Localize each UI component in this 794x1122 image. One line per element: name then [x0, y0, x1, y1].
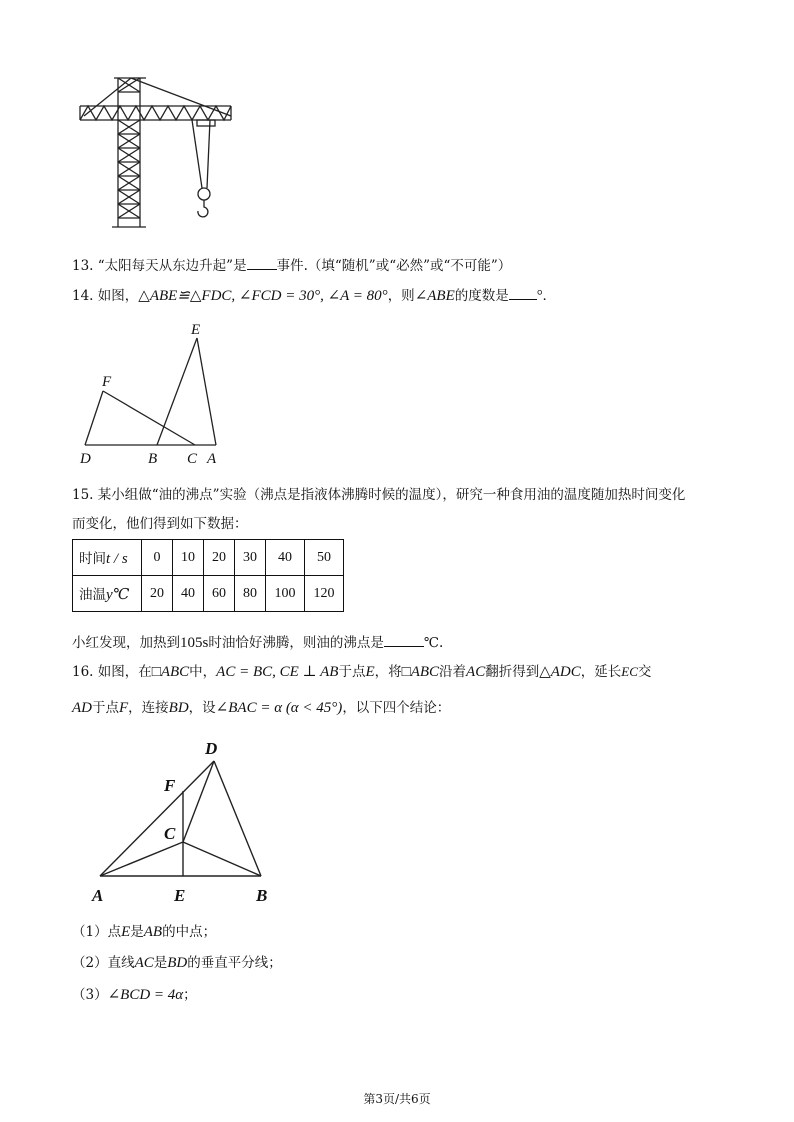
q14-condition: △ABE≌△FDC, ∠FCD = 30°, ∠A = 80°	[138, 288, 388, 304]
time-cell: 0	[142, 540, 173, 576]
q16-text: 交	[637, 664, 652, 680]
line-EB	[157, 338, 197, 445]
line-AD	[100, 761, 214, 876]
q15-line1: 某小组做“油的沸点”实验（沸点是指液体沸腾时候的温度），研究一种食用油的温度随加热时间变化	[97, 487, 686, 503]
line-FD	[85, 391, 103, 445]
page-number: 第3页/共6页	[363, 1092, 431, 1106]
q16-text: 翻折得到	[485, 664, 540, 680]
q14-unit: °.	[536, 288, 547, 304]
q15-line2: 而变化，他们得到如下数据：	[72, 516, 248, 532]
q16-text: 沿着	[439, 664, 467, 680]
conclusion-text: 的中点；	[162, 924, 217, 940]
conclusion-number: （3）	[72, 987, 108, 1003]
temp-cell: 120	[305, 576, 344, 612]
label-a: A	[207, 451, 217, 467]
q16-text: ，延长	[580, 664, 622, 680]
q16-text: 如图，在	[97, 664, 152, 680]
question-16-line2	[72, 698, 450, 718]
q16-point-f: F	[119, 700, 129, 716]
q16-tri-abc: □ABC	[401, 664, 440, 680]
header-temp-label: 油温	[79, 587, 106, 603]
q14-mid: ，则	[387, 288, 415, 304]
q16-conclusion-2	[72, 953, 282, 973]
header-temp-var: y℃	[106, 587, 130, 603]
label-e: E	[191, 322, 201, 338]
conclusion-math: AC	[134, 955, 154, 971]
conclusion-math: BD	[167, 955, 188, 971]
conclusion-math: ∠BCD = 4α	[107, 987, 184, 1003]
time-cell: 40	[266, 540, 305, 576]
line-AC	[100, 842, 183, 876]
conclusion-text: 点	[107, 924, 122, 940]
question-13	[72, 255, 511, 276]
header-time-label: 时间	[79, 551, 106, 567]
question-15-conclusion	[72, 632, 443, 653]
conclusion-number: （2）	[72, 955, 108, 971]
question-16-line1	[72, 662, 651, 682]
question-15-line2	[72, 514, 248, 534]
question-14	[72, 285, 547, 306]
conclusion-text: 的垂直平分线；	[187, 955, 282, 971]
q16-seg-ac: AC	[466, 664, 486, 680]
temp-cell: 60	[204, 576, 235, 612]
q16-point-e: E	[365, 664, 375, 680]
q16-seg-bd: BD	[168, 700, 189, 716]
q16-tri-abc: □ABC	[151, 664, 190, 680]
question-15-line1	[72, 485, 685, 505]
header-time	[73, 540, 142, 576]
label-f: F	[164, 776, 176, 795]
temp-cell: 40	[173, 576, 204, 612]
q16-number: 16.	[72, 664, 94, 680]
q16-conclusion-1	[72, 922, 216, 942]
q13-number: 13.	[72, 258, 94, 274]
time-cell: 10	[173, 540, 204, 576]
label-d: D	[205, 739, 218, 758]
q16-angle-def: ∠BAC = α (α < 45°)	[215, 700, 343, 716]
temp-cell: 80	[235, 576, 266, 612]
conclusion-number: （1）	[72, 924, 108, 940]
table-row	[73, 540, 344, 576]
q15-time-value: 105s	[180, 635, 209, 651]
line-DC	[183, 761, 214, 842]
q16-seg-ec: EC	[621, 664, 638, 679]
label-d: D	[80, 451, 91, 467]
conclusion-math: E	[121, 924, 131, 940]
q16-text: 于点	[338, 664, 366, 680]
q16-tri-adc: △ADC	[539, 664, 581, 680]
q16-text: ，将	[374, 664, 402, 680]
header-temp	[73, 576, 142, 612]
q15-data-table	[72, 539, 344, 612]
label-e: E	[174, 886, 186, 905]
q16-text: 于点	[92, 700, 119, 716]
temp-cell: 100	[266, 576, 305, 612]
q16-condition: AC = BC, CE ⊥ AB	[216, 664, 339, 680]
label-a: A	[92, 886, 104, 905]
line-FC	[103, 391, 195, 445]
q16-text: ，以下四个结论：	[342, 700, 451, 716]
q14-after: 的度数是	[454, 288, 509, 304]
conclusion-text: 是	[153, 955, 168, 971]
q14-triangle-figure	[74, 318, 234, 473]
conclusion-math: AB	[143, 924, 163, 940]
q14-answer-blank[interactable]	[509, 285, 537, 300]
conclusion-text: 是	[130, 924, 144, 940]
page-footer	[0, 1090, 794, 1107]
q15-unit: ℃.	[423, 635, 444, 651]
q15-conclusion-prefix: 小红发现，加热到	[72, 635, 180, 651]
label-b: B	[256, 886, 268, 905]
label-b: B	[148, 451, 158, 467]
q14-number: 14.	[72, 288, 94, 304]
q16-seg-ad: AD	[72, 700, 92, 716]
q16-triangle-figure	[88, 736, 288, 911]
conclusion-text: 直线	[107, 955, 135, 971]
header-time-var: t / s	[106, 551, 128, 567]
q14-angle: ∠ABE	[414, 288, 455, 304]
label-f: F	[102, 374, 112, 390]
temp-cell: 20	[142, 576, 173, 612]
q16-conclusion-3	[72, 985, 197, 1005]
q13-text-after: 事件.（填“随机”或“必然”或“不可能”）	[276, 258, 512, 274]
crane-figure	[74, 70, 239, 230]
line-EA	[197, 338, 216, 445]
q15-conclusion-mid: 时油恰好沸腾，则油的沸点是	[208, 635, 384, 651]
time-cell: 30	[235, 540, 266, 576]
q13-answer-blank[interactable]	[247, 255, 277, 270]
conclusion-text: ；	[183, 987, 197, 1003]
time-cell: 20	[204, 540, 235, 576]
q16-text: ，连接	[128, 700, 169, 716]
q15-number: 15.	[72, 487, 94, 503]
q13-text: “太阳每天从东边升起”是	[97, 258, 247, 274]
q14-prefix: 如图，	[97, 288, 139, 304]
q16-text: 中，	[189, 664, 217, 680]
time-cell: 50	[305, 540, 344, 576]
table-row	[73, 576, 344, 612]
label-c: C	[187, 451, 198, 467]
label-c: C	[164, 824, 176, 843]
q16-text: ，设	[188, 700, 216, 716]
q15-answer-blank[interactable]	[384, 632, 424, 647]
